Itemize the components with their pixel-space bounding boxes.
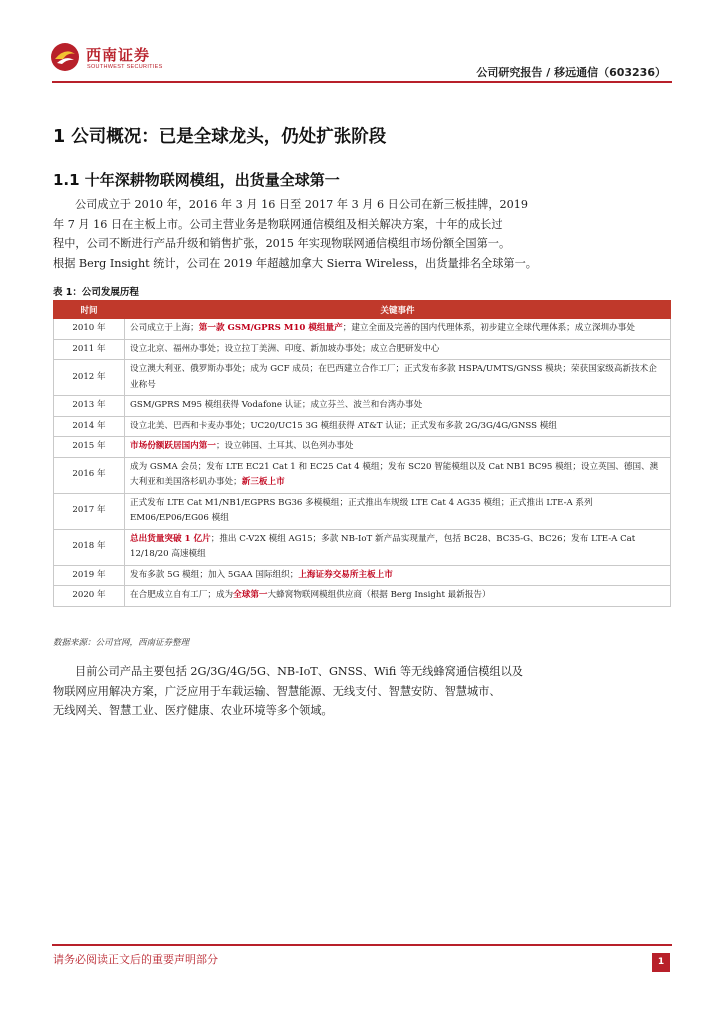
table-row [54,565,671,586]
row-year: 2018 年 [54,529,125,565]
row-year: 2012 年 [54,360,125,396]
highlight-text: 市场份额跃居国内第一 [130,441,216,451]
table-row [54,360,671,396]
event-text: 公司成立于上海； [130,323,199,333]
highlight-text: 总出货量突破 1 亿片 [130,533,211,544]
event-text: 正式发布 LTE Cat M1/NB1/EGPRS BG36 多模模组；正式推出车规级 LTE Cat 4 AG35 模组；正式推出 LTE-A 系列 EM06/EP06/EG06 模组 [130,497,593,523]
development-history-table [53,300,671,607]
table-header-row [54,301,671,319]
event-text: 在合肥成立自有工厂；成为 [130,590,234,600]
report-header-title: 公司研究报告 / 移远通信（603236） [476,66,666,79]
row-year: 2019 年 [54,565,125,586]
logo-text: 西南证券 [86,46,151,64]
event-text: 设立北京、福州办事处；设立拉丁美洲、印度、新加坡办事处；成立合肥研发中心 [130,343,440,354]
page-number: 1 [652,953,670,972]
intro-paragraph [53,195,670,273]
paragraph-line: 目前公司产品主要包括 2G/3G/4G/5G、NB-IoT、GNSS、Wifi 等无线蜂窝通信模组以及 [75,665,523,678]
row-events [125,457,671,493]
table-row [54,339,671,360]
row-year: 2016 年 [54,457,125,493]
row-year: 2014 年 [54,416,125,437]
row-events [125,319,671,340]
table-row [54,416,671,437]
row-events [125,529,671,565]
paragraph-line: 无线网关、智慧工业、医疗健康、农业环境等多个领域。 [53,704,333,717]
row-events [125,360,671,396]
subsection-heading: 1.1 十年深耕物联网模组，出货量全球第一 [53,171,340,189]
event-text: 大蜂窝物联网模组供应商（根据 Berg Insight 最新报告） [267,590,491,600]
row-events [125,586,671,607]
company-logo [50,42,200,76]
highlight-text: 全球第一 [233,590,268,600]
logo-mark-icon [50,42,80,72]
row-events [125,565,671,586]
table-row [54,437,671,458]
table-source-note: 数据来源：公司官网，西南证券整理 [53,638,190,648]
row-events [125,437,671,458]
table-caption: 表 1：公司发展历程 [53,287,139,298]
column-header-time: 时间 [54,301,125,319]
highlight-text: 上海证券交易所主板上市 [298,569,393,580]
event-text: GSM/GPRS M95 模组获得 Vodafone 认证；成立芬兰、波兰和台湾办事处 [130,400,423,410]
table-row [54,493,671,529]
event-text: ；建立全面及完善的国内代理体系，初步建立全球代理体系；成立深圳办事处 [342,323,635,333]
header-divider [52,81,672,83]
highlight-text: 新三板上市 [241,477,285,487]
row-year: 2010 年 [54,319,125,340]
table-row [54,586,671,607]
row-year: 2013 年 [54,396,125,417]
paragraph-line: 程中，公司不断进行产品升级和销售扩张，2015 年实现物联网通信模组市场份额全国第一。 [53,237,511,250]
paragraph-line: 公司成立于 2010 年，2016 年 3 月 16 日至 2017 年 3 月 6 日公司在新三板挂牌，2019 [75,198,529,211]
highlight-text: 第一款 GSM/GPRS M10 模组量产 [198,323,343,333]
column-header-events: 关键事件 [125,301,671,319]
logo-subtext: SOUTHWEST SECURITIES [87,64,163,70]
event-text: ；推出 C-V2X 模组 AG15；多款 NB-IoT 新产品实现量产，包括 BC28、BC35-G、BC26；发布 LTE-A Cat 12/18/20 高速模组 [130,533,636,559]
event-text: ；设立韩国、土耳其、以色列办事处 [215,441,354,451]
paragraph-line: 年 7 月 16 日在主板上市。公司主营业务是物联网通信模组及相关解决方案，十年的成长过 [53,217,503,231]
paragraph-line: 根据 Berg Insight 统计，公司在 2019 年超越加拿大 Sierra Wireless，出货量排名全球第一。 [53,256,537,270]
event-text: 成为 GSMA 会员；发布 LTE EC21 Cat 1 和 EC25 Cat 4 模组；发布 SC20 智能模组以及 Cat NB1 BC95 模组；设立英国、德国、澳大利亚和美国洛杉矶办事处； [130,461,659,487]
row-year: 2011 年 [54,339,125,360]
row-year: 2020 年 [54,586,125,607]
table-body [54,319,671,607]
row-events [125,396,671,417]
table-row [54,457,671,493]
products-paragraph [53,662,670,721]
row-year: 2017 年 [54,493,125,529]
event-text: 设立澳大利亚、俄罗斯办事处；成为 GCF 成员；在巴西建立合作工厂；正式发布多款 HSPA/UMTS/GNSS 模块；荣获国家级高新技术企业称号 [130,364,657,390]
row-events [125,493,671,529]
event-text: 设立北美、巴西和卡麦办事处；UC20/UC15 3G 模组获得 AT&T 认证；正式发布多款 2G/3G/4G/GNSS 模组 [130,420,557,431]
footer-disclaimer: 请务必阅读正文后的重要声明部分 [53,953,218,966]
section-heading: 1 公司概况：已是全球龙头，仍处扩张阶段 [53,127,387,147]
row-events [125,339,671,360]
paragraph-line: 物联网应用解决方案，广泛应用于车载运输、智慧能源、无线支付、智慧安防、智慧城市、 [53,684,501,698]
row-year: 2015 年 [54,437,125,458]
table-row [54,396,671,417]
table-row [54,529,671,565]
event-text: 发布多款 5G 模组；加入 5GAA 国际组织； [130,569,299,580]
row-events [125,416,671,437]
footer-divider [52,944,672,946]
table-row [54,319,671,340]
